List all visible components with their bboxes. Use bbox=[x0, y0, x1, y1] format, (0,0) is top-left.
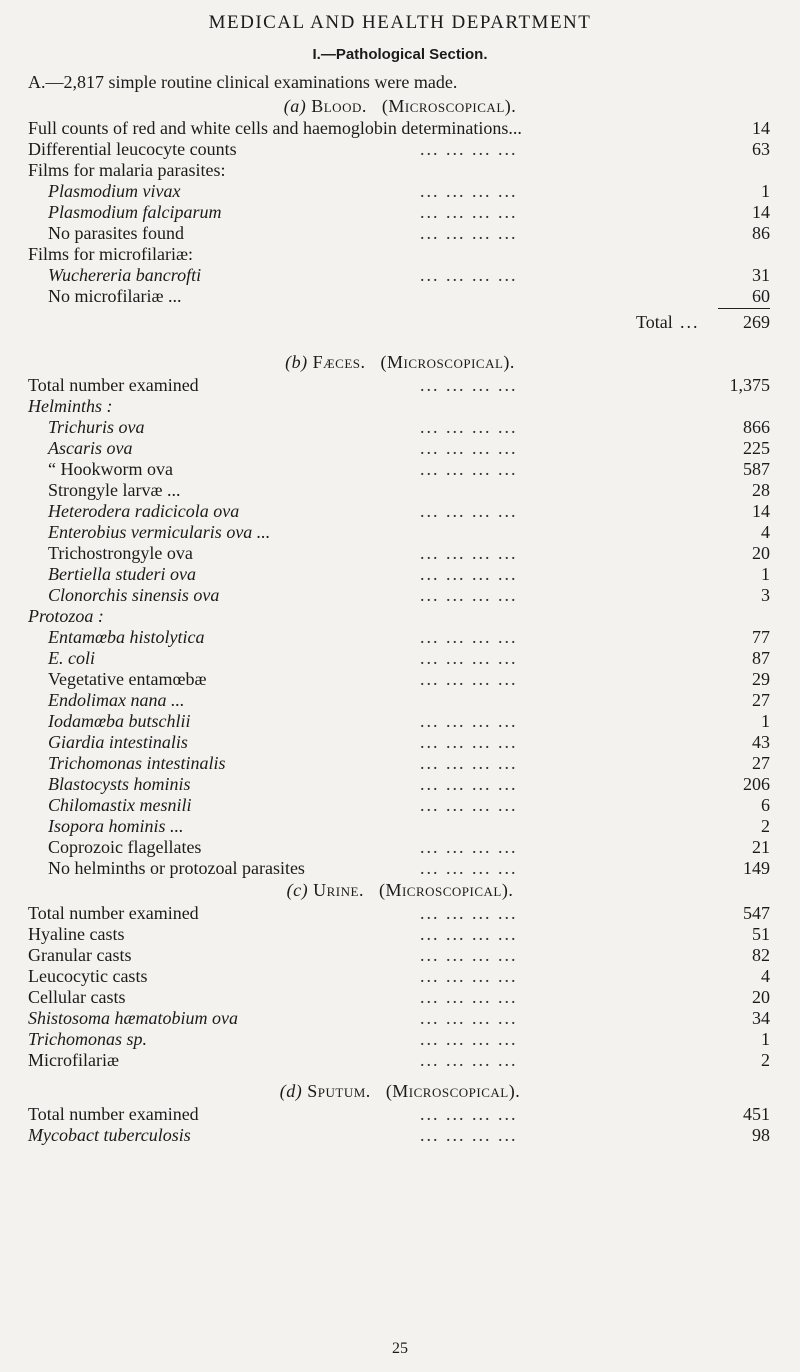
faeces-row bbox=[0, 732, 800, 753]
blood-row bbox=[0, 181, 800, 202]
faeces-row-label: Enterobius vermicularis ova ... bbox=[48, 522, 271, 542]
faeces-row-value: 206 bbox=[743, 774, 770, 794]
faeces-row-label: Trichuris ova bbox=[48, 417, 145, 437]
faeces-row-label: Entamœba histolytica bbox=[48, 627, 205, 647]
leader-dots: ... ... ... ... bbox=[420, 139, 518, 159]
faeces-heading-note: (Microscopical). bbox=[380, 352, 515, 372]
faeces-row bbox=[0, 816, 800, 837]
faeces-row bbox=[0, 627, 800, 648]
urine-row-label: Trichomonas sp. bbox=[28, 1029, 148, 1049]
leader-dots: ... ... ... ... bbox=[420, 543, 518, 563]
faeces-row bbox=[0, 648, 800, 669]
sputum-heading-main: Sputum. bbox=[307, 1081, 371, 1101]
blood-row-value: 60 bbox=[752, 286, 770, 306]
faeces-row-label: Iodamœba butschlii bbox=[48, 711, 191, 731]
blood-row-value: 31 bbox=[752, 265, 770, 285]
blood-row-value: 14 bbox=[752, 118, 770, 138]
urine-row bbox=[0, 987, 800, 1008]
faeces-row-label: Chilomastix mesnili bbox=[48, 795, 192, 815]
blood-heading-note: (Microscopical). bbox=[381, 96, 517, 116]
page-header: MEDICAL AND HEALTH DEPARTMENT bbox=[208, 12, 592, 33]
faeces-row-label: Strongyle larvæ ... bbox=[48, 480, 181, 500]
blood-total-label: Total bbox=[636, 312, 673, 332]
leader-dots: ... ... ... ... bbox=[420, 585, 518, 605]
sputum-row-label: Total number examined bbox=[28, 1104, 199, 1124]
leader-dots: ... ... ... ... bbox=[420, 924, 518, 944]
faeces-row-value: 21 bbox=[752, 837, 770, 857]
sputum-row bbox=[0, 1104, 800, 1125]
urine-row bbox=[0, 966, 800, 987]
faeces-row-label: Protozoa : bbox=[28, 606, 104, 626]
section-title: I.—Pathological Section. bbox=[312, 46, 488, 63]
faeces-row-value: 1,375 bbox=[729, 375, 770, 395]
leader-dots: ... ... ... ... bbox=[420, 795, 518, 815]
sputum-row-label: Mycobact tuberculosis bbox=[28, 1125, 191, 1145]
blood-row bbox=[0, 202, 800, 223]
leader-dots: ... ... ... ... bbox=[420, 903, 518, 923]
leader-dots: ... ... ... ... bbox=[420, 648, 518, 668]
urine-row-value: 51 bbox=[752, 924, 770, 944]
faeces-row bbox=[0, 375, 800, 396]
faeces-row-value: 2 bbox=[761, 816, 770, 836]
faeces-row bbox=[0, 858, 800, 879]
faeces-row-value: 87 bbox=[752, 648, 770, 668]
sputum-row bbox=[0, 1125, 800, 1146]
blood-heading bbox=[0, 96, 800, 117]
urine-row-label: Microfilariæ bbox=[28, 1050, 119, 1070]
leader-dots: ... ... ... ... bbox=[420, 202, 518, 222]
blood-heading-main: Blood. bbox=[311, 96, 367, 116]
faeces-row-label: Coprozoic flagellates bbox=[48, 837, 202, 857]
faeces-heading bbox=[0, 352, 800, 373]
faeces-row-value: 27 bbox=[752, 753, 770, 773]
blood-row bbox=[0, 265, 800, 286]
blood-total-row bbox=[0, 312, 800, 333]
blood-row-label: Differential leucocyte counts bbox=[28, 139, 237, 159]
blood-row bbox=[0, 118, 800, 139]
blood-row bbox=[0, 244, 800, 265]
sputum-row-value: 451 bbox=[743, 1104, 770, 1124]
urine-row-label: Granular casts bbox=[28, 945, 132, 965]
urine-row-label: Leucocytic casts bbox=[28, 966, 148, 986]
leader-dots: ... ... ... ... bbox=[420, 417, 518, 437]
leader-dots: ... ... ... ... bbox=[420, 181, 518, 201]
urine-row-value: 2 bbox=[761, 1050, 770, 1070]
faeces-table bbox=[0, 375, 800, 879]
urine-row-value: 82 bbox=[752, 945, 770, 965]
blood-row-value: 63 bbox=[752, 139, 770, 159]
leader-dots: ... ... ... ... bbox=[420, 375, 518, 395]
faeces-row-label: Ascaris ova bbox=[48, 438, 133, 458]
leader-dots: ... ... ... ... bbox=[420, 501, 518, 521]
leader-dots: ... ... ... ... bbox=[420, 732, 518, 752]
urine-row-label: Hyaline casts bbox=[28, 924, 125, 944]
faeces-row-label: Helminths : bbox=[28, 396, 113, 416]
urine-heading-main: Urine. bbox=[313, 880, 364, 900]
faeces-row bbox=[0, 480, 800, 501]
faeces-row bbox=[0, 669, 800, 690]
faeces-row-value: 1 bbox=[761, 564, 770, 584]
faeces-row bbox=[0, 396, 800, 417]
leader-dots: ... ... ... ... bbox=[420, 564, 518, 584]
faeces-row-label: No helminths or protozoal parasites bbox=[48, 858, 305, 878]
leader-dots: ... ... ... ... bbox=[420, 837, 518, 857]
faeces-row-label: Clonorchis sinensis ova bbox=[48, 585, 220, 605]
faeces-row-value: 6 bbox=[761, 795, 770, 815]
urine-table bbox=[0, 903, 800, 1071]
blood-row-value: 14 bbox=[752, 202, 770, 222]
blood-heading-letter: (a) bbox=[283, 96, 307, 116]
urine-row bbox=[0, 1050, 800, 1071]
blood-row-label: Plasmodium falciparum bbox=[48, 202, 222, 222]
blood-row-value: 1 bbox=[761, 181, 770, 201]
urine-row bbox=[0, 945, 800, 966]
faeces-heading-main: Fæces. bbox=[312, 352, 366, 372]
faeces-row bbox=[0, 543, 800, 564]
blood-row bbox=[0, 286, 800, 307]
leader-dots: ... ... ... ... bbox=[420, 459, 518, 479]
blood-row-label: Full counts of red and white cells and haemoglobin determinations... bbox=[28, 118, 522, 138]
leader-dots: ... ... ... ... bbox=[420, 1029, 518, 1049]
urine-row-value: 4 bbox=[761, 966, 770, 986]
sputum-table bbox=[0, 1104, 800, 1146]
urine-row bbox=[0, 1029, 800, 1050]
leader-dots: ... ... ... ... bbox=[420, 223, 518, 243]
faeces-row-value: 4 bbox=[761, 522, 770, 542]
faeces-row-value: 27 bbox=[752, 690, 770, 710]
faeces-row-label: Trichomonas intestinalis bbox=[48, 753, 226, 773]
urine-row-value: 1 bbox=[761, 1029, 770, 1049]
faeces-row bbox=[0, 417, 800, 438]
faeces-row-label: Bertiella studeri ova bbox=[48, 564, 196, 584]
leader-dots: ... ... ... ... bbox=[420, 858, 518, 878]
faeces-row-label: Trichostrongyle ova bbox=[48, 543, 193, 563]
faeces-row-value: 149 bbox=[743, 858, 770, 878]
faeces-row-value: 3 bbox=[761, 585, 770, 605]
total-rule bbox=[718, 308, 770, 309]
total-dots: ... bbox=[680, 312, 700, 332]
sputum-heading-note: (Microscopical). bbox=[385, 1081, 521, 1101]
blood-total-value: 269 bbox=[743, 312, 770, 332]
faeces-row-value: 29 bbox=[752, 669, 770, 689]
leader-dots: ... ... ... ... bbox=[420, 438, 518, 458]
urine-row-label: Cellular casts bbox=[28, 987, 126, 1007]
urine-heading bbox=[0, 880, 800, 901]
faeces-row-label: Isopora hominis ... bbox=[48, 816, 184, 836]
urine-row-label: Total number examined bbox=[28, 903, 199, 923]
blood-row-label: No microfilariæ ... bbox=[48, 286, 182, 306]
urine-row-label: Shistosoma hæmatobium ova bbox=[28, 1008, 239, 1028]
blood-row-label: Films for malaria parasites: bbox=[28, 160, 226, 180]
leader-dots: ... ... ... ... bbox=[420, 711, 518, 731]
faeces-row-label: Blastocysts hominis bbox=[48, 774, 191, 794]
blood-row-label: No parasites found bbox=[48, 223, 184, 243]
faeces-row-label: Total number examined bbox=[28, 375, 199, 395]
leader-dots: ... ... ... ... bbox=[420, 966, 518, 986]
faeces-row-label: Heterodera radicicola ova bbox=[48, 501, 240, 521]
blood-row-label: Films for microfilariæ: bbox=[28, 244, 193, 264]
leader-dots: ... ... ... ... bbox=[420, 945, 518, 965]
faeces-row-label: Vegetative entamœbæ bbox=[48, 669, 207, 689]
blood-row-value: 86 bbox=[752, 223, 770, 243]
faeces-row bbox=[0, 585, 800, 606]
urine-row bbox=[0, 924, 800, 945]
leader-dots: ... ... ... ... bbox=[420, 1104, 518, 1124]
leader-dots: ... ... ... ... bbox=[420, 987, 518, 1007]
blood-row bbox=[0, 223, 800, 244]
faeces-row bbox=[0, 438, 800, 459]
faeces-heading-letter: (b) bbox=[285, 352, 308, 372]
sputum-row-value: 98 bbox=[752, 1125, 770, 1145]
leader-dots: ... ... ... ... bbox=[420, 753, 518, 773]
faeces-row-label: Endolimax nana ... bbox=[48, 690, 185, 710]
sputum-heading-letter: (d) bbox=[279, 1081, 303, 1101]
faeces-row-value: 14 bbox=[752, 501, 770, 521]
intro-text: A.—2,817 simple routine clinical examinations were made. bbox=[28, 72, 458, 92]
faeces-row bbox=[0, 522, 800, 543]
faeces-row bbox=[0, 501, 800, 522]
leader-dots: ... ... ... ... bbox=[420, 627, 518, 647]
blood-row-label: Plasmodium vivax bbox=[48, 181, 181, 201]
leader-dots: ... ... ... ... bbox=[420, 1125, 518, 1145]
urine-row-value: 20 bbox=[752, 987, 770, 1007]
urine-row-value: 34 bbox=[752, 1008, 770, 1028]
faeces-row bbox=[0, 606, 800, 627]
faeces-row bbox=[0, 711, 800, 732]
faeces-row-value: 1 bbox=[761, 711, 770, 731]
faeces-row bbox=[0, 837, 800, 858]
faeces-row bbox=[0, 459, 800, 480]
faeces-row bbox=[0, 795, 800, 816]
blood-table bbox=[0, 118, 800, 307]
urine-heading-letter: (c) bbox=[286, 880, 309, 900]
leader-dots: ... ... ... ... bbox=[420, 1008, 518, 1028]
leader-dots: ... ... ... ... bbox=[420, 1050, 518, 1070]
urine-row-value: 547 bbox=[743, 903, 770, 923]
leader-dots: ... ... ... ... bbox=[420, 669, 518, 689]
blood-row bbox=[0, 139, 800, 160]
urine-row bbox=[0, 903, 800, 924]
faeces-row-label: “ Hookworm ova bbox=[48, 459, 173, 479]
faeces-row bbox=[0, 690, 800, 711]
faeces-row-value: 77 bbox=[752, 627, 770, 647]
faeces-row bbox=[0, 564, 800, 585]
faeces-row-value: 587 bbox=[743, 459, 770, 479]
leader-dots: ... ... ... ... bbox=[420, 774, 518, 794]
leader-dots: ... ... ... ... bbox=[420, 265, 518, 285]
faeces-row-value: 28 bbox=[752, 480, 770, 500]
faeces-row bbox=[0, 774, 800, 795]
faeces-row-value: 866 bbox=[743, 417, 770, 437]
sputum-heading bbox=[0, 1081, 800, 1102]
faeces-row-label: E. coli bbox=[48, 648, 95, 668]
faeces-row-value: 43 bbox=[752, 732, 770, 752]
blood-row bbox=[0, 160, 800, 181]
faeces-row-value: 225 bbox=[743, 438, 770, 458]
page-number: 25 bbox=[392, 1340, 408, 1357]
faeces-row-value: 20 bbox=[752, 543, 770, 563]
faeces-row bbox=[0, 753, 800, 774]
faeces-row-label: Giardia intestinalis bbox=[48, 732, 188, 752]
urine-heading-note: (Microscopical). bbox=[378, 880, 514, 900]
blood-row-label: Wuchereria bancrofti bbox=[48, 265, 202, 285]
urine-row bbox=[0, 1008, 800, 1029]
